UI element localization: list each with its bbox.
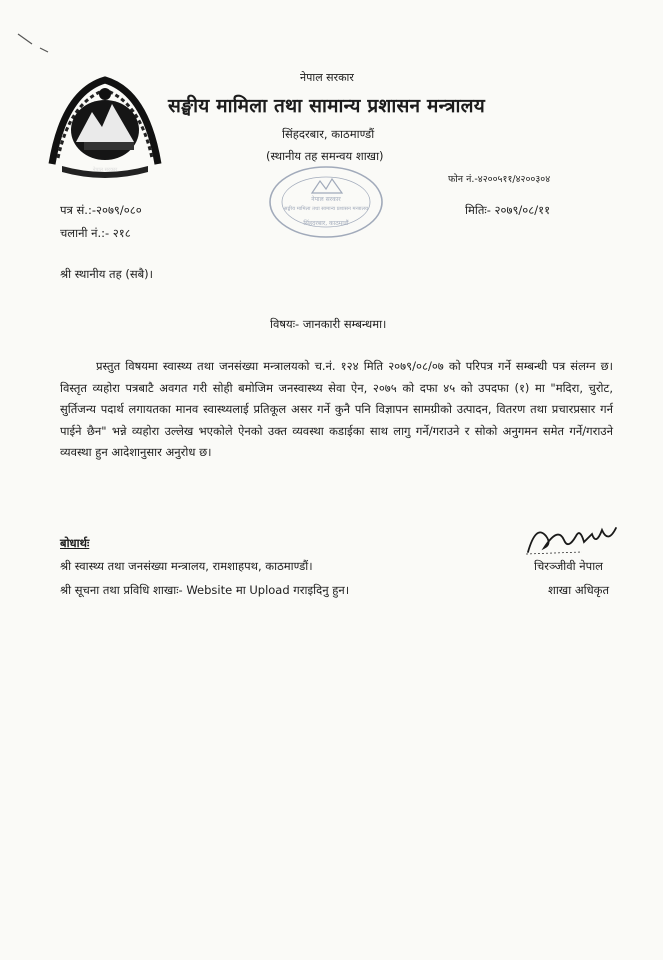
recipient: श्री स्थानीय तह (सबै)। bbox=[60, 267, 154, 281]
subject-line: विषयः- जानकारी सम्बन्धमा। bbox=[270, 317, 387, 331]
nepal-emblem-icon bbox=[44, 72, 166, 178]
phone-number: फोन नं.-४२००५११/४२००३०४ bbox=[448, 174, 551, 185]
branch-name: (स्थानीय तह समन्वय शाखा) bbox=[266, 149, 384, 163]
signatory-title: शाखा अधिकृत bbox=[548, 583, 610, 597]
ministry-address: सिंहदरबार, काठमाण्डौं bbox=[282, 127, 375, 141]
seal-top-text: नेपाल सरकार bbox=[311, 196, 341, 203]
cc-item: श्री स्वास्थ्य तथा जनसंख्या मन्त्रालय, रामशाहपथ, काठमाण्डौं। bbox=[60, 559, 313, 573]
reference-number: पत्र सं.:-२०७९/०८० bbox=[60, 203, 142, 217]
seal-ring-text: सङ्घीय मामिला तथा सामान्य प्रशासन मन्त्रालय bbox=[284, 206, 366, 212]
letter-date: मितिः- २०७९/०८/११ bbox=[465, 203, 551, 217]
signatory-name: चिरञ्जीवी नेपाल bbox=[534, 559, 603, 573]
dispatch-number: चलानी नं.:- २१८ bbox=[60, 226, 131, 240]
ministry-title: सङ्घीय मामिला तथा सामान्य प्रशासन मन्त्रालय bbox=[168, 95, 485, 117]
pen-mark bbox=[14, 30, 54, 54]
handwritten-signature bbox=[522, 516, 622, 560]
cc-heading: बोधार्थः bbox=[60, 536, 90, 550]
seal-bottom-text: सिंहदरबार, काठमाडौं bbox=[303, 220, 349, 227]
official-seal-stamp bbox=[266, 163, 386, 241]
government-title: नेपाल सरकार bbox=[300, 71, 354, 84]
letter-body: प्रस्तुत विषयमा स्वास्थ्य तथा जनसंख्या मन्त्रालयको च.नं. १२४ मिति २०७९/०८/०७ को परिपत्र गर्ने सम्बन्धी पत्र संलग्न छ। विस्तृत व्यहोरा पत्रबाटै अवगत गरी सोही बमोजिम जनस्वास्थ्य सेवा ऐन, २०७५ को दफा ४५ को उपदफा (१) मा "मदिरा, चुरोट, सुर्तिजन्य पदार्थ लगायतका मानव स्वास्थ्यलाई प्रतिकूल असर गर्ने कुनै पनि विज्ञापन सामग्रीको उत्पादन, वितरण तथा प्रचारप्रसार गर्न पाईने छैन" भन्ने व्यहोरा उल्लेख भएकोले ऐनको उक्त व्यवस्था कडाईका साथ लागु गर्ने/गराउने र सोको अनुगमन समेत गर्ने/गराउने व्यवस्था हुन आदेशानुसार अनुरोध छ। bbox=[60, 359, 613, 459]
emblem-motto: नेपाल सरकार bbox=[92, 167, 118, 173]
cc-item: श्री सूचना तथा प्रविधि शाखाः- Website मा Upload गराइदिनु हुन। bbox=[60, 583, 350, 597]
